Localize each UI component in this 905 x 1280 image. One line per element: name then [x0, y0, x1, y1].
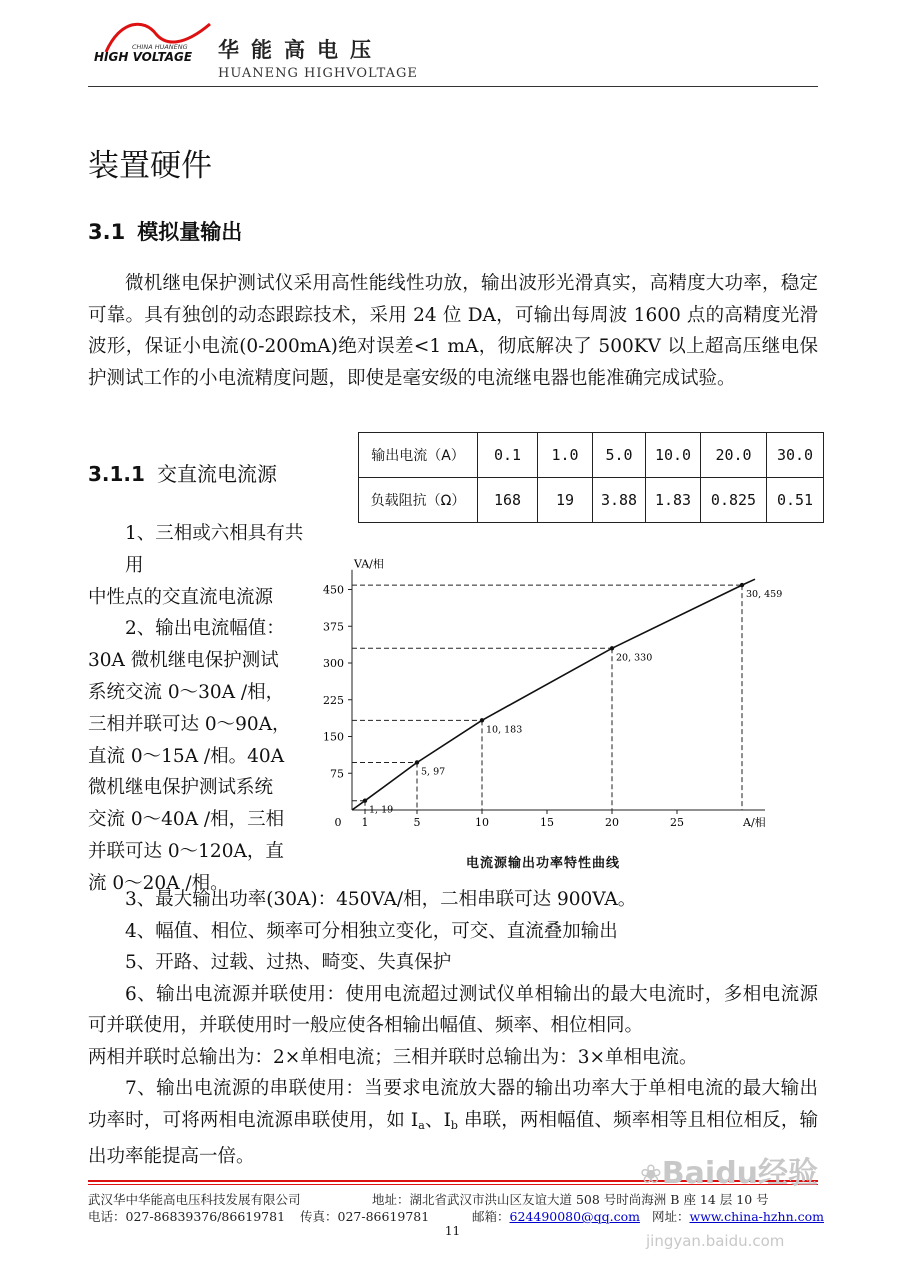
table-cell: 0.825	[701, 478, 767, 523]
list-line: 6、输出电流源并联使用：使用电流超过测试仪单相输出的最大电流时，多相电流源可并联使用，并联使用时一般应使各相输出幅值、频率、相位相同。	[88, 983, 818, 1036]
x-tick-label: 20	[605, 816, 619, 829]
intro-paragraph: 微机继电保护测试仪采用高性能线性功放，输出波形光滑真实，高精度大功率，稳定可靠。具有独创的动态跟踪技术，采用 24 位 DA，可输出每周波 1600 点的高精度光滑波形，保证小电流(0-200mA)绝对误差<1 mA，彻底解决了 500KV 以上超高压继电保护测试工作的小电流精度问题，即使是毫安级的电流继电器也能准确完成试验。	[88, 273, 818, 389]
subsection-heading	[88, 216, 242, 246]
y-tick-label: 300	[323, 657, 344, 670]
y-tick-label: 375	[323, 620, 344, 634]
table-row-label: 输出电流（A）	[359, 433, 478, 478]
y-tick-label: 150	[323, 730, 344, 744]
subsubsection-title: 交直流电流源	[156, 462, 277, 486]
list-line: 两相并联时总输出为：2×单相电流；三相并联时总输出为：3×单相电流。	[88, 1046, 698, 1068]
chart-caption: 电流源输出功率特性曲线	[466, 856, 621, 871]
website-link[interactable]: www.china-hzhn.com	[689, 1209, 824, 1224]
list-line: 4、幅值、相位、频率可分相独立变化，可交、直流叠加输出	[125, 920, 618, 942]
brand-cn: 华能高电压	[218, 38, 383, 62]
x-tick-label: 1	[361, 816, 369, 829]
watermark-text: Baidu经验	[661, 1156, 819, 1191]
footer-web-label: 网址：	[652, 1209, 690, 1224]
watermark-logo	[640, 1148, 818, 1192]
subsection-number: 3.1	[88, 220, 126, 244]
footer-web	[652, 1207, 824, 1225]
x-tick-label: 15	[540, 816, 554, 829]
y-tick-label: 225	[323, 693, 344, 707]
page-number: 11	[444, 1224, 461, 1238]
x-tick-label: 0	[334, 816, 342, 829]
data-point	[415, 760, 419, 764]
footer-address: 地址：湖北省武汉市洪山区友谊大道 508 号时尚海洲 B 座 14 层 10 号	[372, 1192, 769, 1207]
series-text-a: 7、输出电流源的串联使用：当要求电流放大器的输出功率大于单相电流的最大输出功率时，可将两相电流源串联使用，如 I	[88, 1078, 818, 1131]
logo-big-text: HIGH VOLTAGE	[94, 50, 193, 64]
data-point	[363, 798, 367, 802]
feature-list	[88, 884, 818, 1173]
x-tick-label: 5	[413, 816, 421, 829]
power-curve-chart	[316, 548, 786, 838]
paw-icon: ❀	[640, 1160, 662, 1190]
x-tick-label: 25	[670, 816, 684, 829]
watermark-url: jingyan.baidu.com	[646, 1232, 785, 1250]
footer-phone: 电话：027-86839376/86619781	[88, 1209, 286, 1224]
table-row-label: 负载阻抗（Ω）	[359, 478, 478, 523]
list-line: 5、开路、过载、过热、畸变、失真保护	[125, 952, 452, 973]
x-axis-label: A/相	[743, 816, 766, 829]
list-line: 2、输出电流幅值：	[125, 618, 285, 640]
left-column-text	[88, 518, 310, 900]
list-line: 3、最大输出功率(30A)：450VA/相，二相串联可达 900VA。	[125, 889, 637, 910]
table-cell: 0.1	[478, 433, 538, 478]
subscript-a: a	[418, 1118, 425, 1132]
table-row	[359, 478, 824, 523]
subsubsection-heading	[88, 458, 277, 487]
subscript-b: b	[450, 1118, 458, 1132]
series-text-mid: 、I	[424, 1109, 451, 1131]
table-cell: 10.0	[646, 433, 701, 478]
data-point	[480, 718, 484, 722]
list-line: 直流 0～15A /相。40A	[88, 745, 285, 767]
list-line: 并联可达 0～120A，直	[88, 840, 284, 862]
data-label: 10, 183	[486, 724, 523, 736]
table-cell: 5.0	[593, 433, 646, 478]
data-label: 1, 19	[369, 804, 394, 816]
table-cell: 19	[538, 478, 593, 523]
company-logo	[92, 16, 216, 64]
table-cell: 1.0	[538, 433, 593, 478]
y-tick-label: 450	[323, 583, 344, 597]
data-label: 30, 459	[746, 589, 783, 601]
table-cell: 0.51	[767, 478, 824, 523]
footer-email-label: 邮箱：	[472, 1209, 510, 1224]
list-line: 中性点的交直流电流源	[88, 586, 274, 608]
subsection-title: 模拟量输出	[137, 220, 243, 244]
list-line: 流 0～20A /相。	[88, 872, 229, 894]
series-text-after: 串联，两相幅值、频率相等且相位相反，输出功率能提高一倍。	[88, 1109, 818, 1167]
list-line: 1、三相或六相具有共用	[125, 523, 304, 576]
subsubsection-number: 3.1.1	[88, 462, 145, 486]
table-cell: 3.88	[593, 478, 646, 523]
list-line: 系统交流 0～30A /相，	[88, 681, 285, 703]
data-label: 5, 97	[421, 766, 446, 778]
table-cell: 1.83	[646, 478, 701, 523]
power-curve-line	[352, 579, 755, 810]
footer-company: 武汉华中华能高电压科技发展有限公司	[88, 1192, 301, 1207]
x-tick-label: 10	[475, 816, 489, 829]
brand-en: HUANENG HIGHVOLTAGE	[218, 66, 418, 81]
data-point	[610, 646, 614, 650]
list-line: 微机继电保护测试系统	[88, 777, 274, 799]
table-cell: 168	[478, 478, 538, 523]
table-row	[359, 433, 824, 478]
spec-table	[358, 432, 824, 523]
footer-email	[472, 1207, 640, 1225]
list-line: 30A 微机继电保护测试	[88, 650, 279, 672]
list-line: 三相并联可达 0～90A，	[88, 713, 291, 735]
y-tick-label: 75	[330, 767, 344, 781]
header-divider	[88, 86, 818, 87]
table-cell: 30.0	[767, 433, 824, 478]
list-line: 交流 0～40A /相，三相	[88, 809, 285, 831]
section-title: 装置硬件	[88, 148, 212, 184]
y-axis-label: VA/相	[354, 557, 384, 571]
table-cell: 20.0	[701, 433, 767, 478]
data-point	[740, 583, 744, 587]
footer-fax: 传真：027-86619781	[300, 1209, 430, 1224]
data-label: 20, 330	[616, 652, 653, 664]
logo-small-text: CHINA HUANENG	[132, 43, 188, 51]
email-link[interactable]: 624490080@qq.com	[509, 1209, 640, 1224]
